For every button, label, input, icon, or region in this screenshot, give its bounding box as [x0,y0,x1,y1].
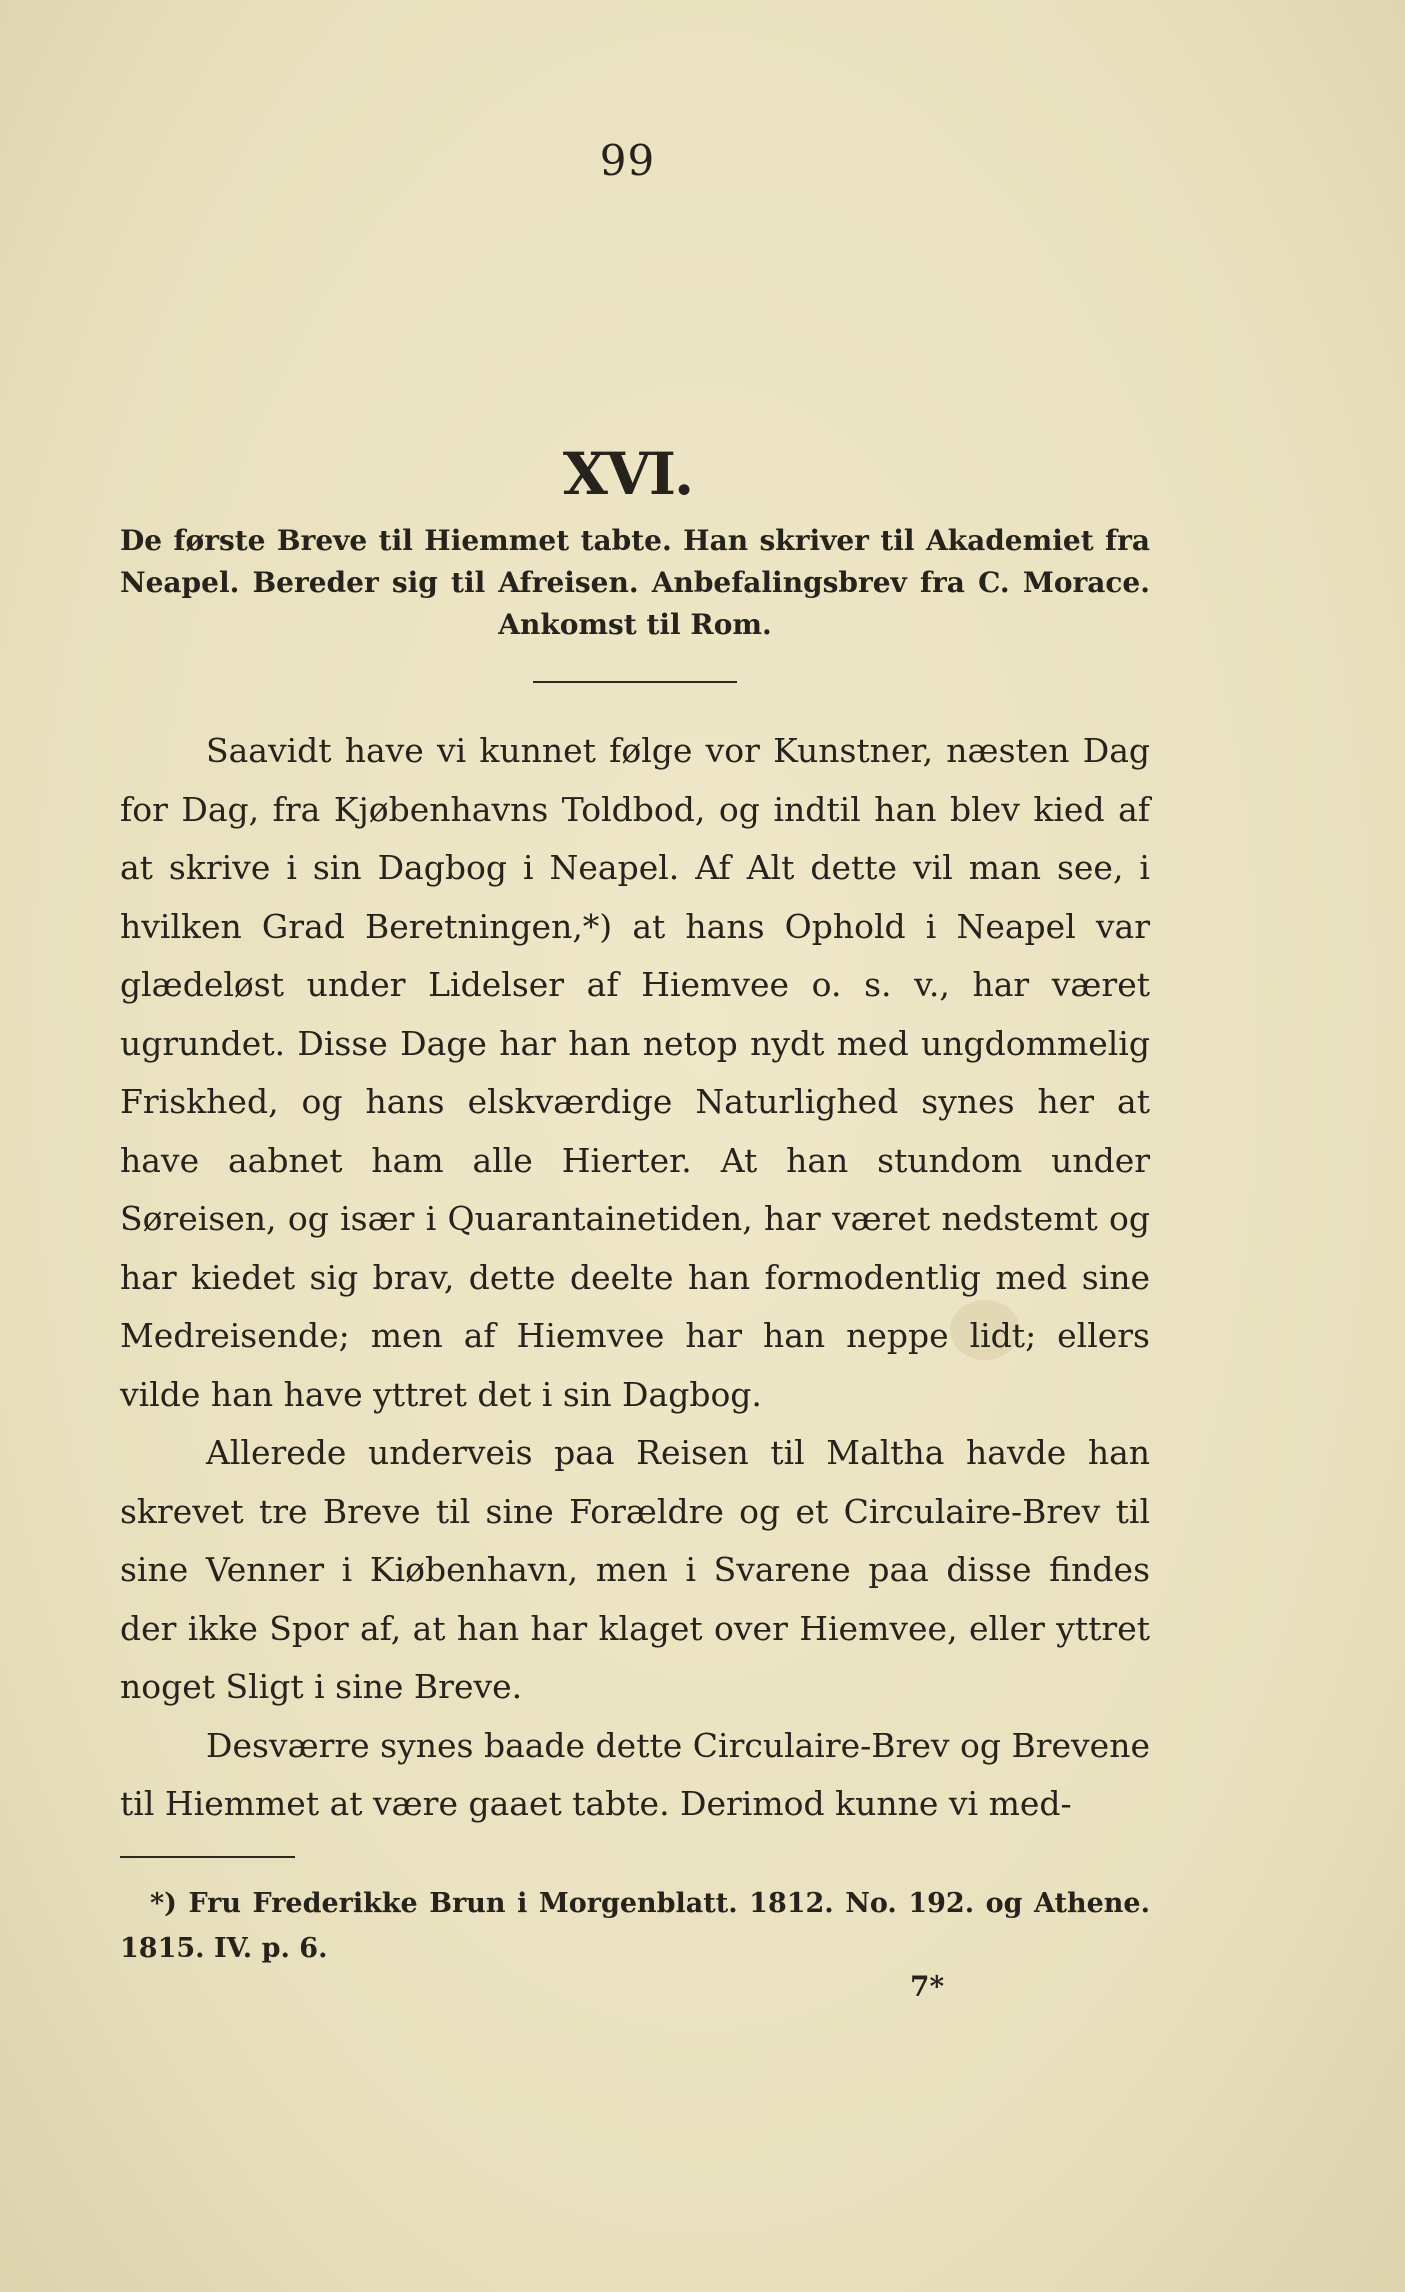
chapter-summary: De første Breve til Hiemmet tabte. Han skriver til Akademiet fra Neapel. Bereder sig til Afreisen. Anbefalingsbrev fra C. Morace. Ankomst til Rom. [120,524,1150,641]
paragraph: Desværre synes baade dette Circulaire-Brev og Brevene til Hiemmet at være gaaet tabte. Derimod kunne vi med- [120,1725,1150,1823]
paragraph: Allerede underveis paa Reisen til Maltha havde han skrevet tre Breve til sine Forældre og et Circulaire-Brev til sine Venner i Kiøbenhavn, men i Svarene paa disse findes der ikke Spor af, at han har klaget over Hiemvee, eller yttret noget Sligt i sine Breve. [120,1433,1150,1706]
footnote-text: Fru Frederikke Brun i Morgenblatt. 1812. No. 192. og Athene. 1815. IV. p. 6. [120,1888,1151,1964]
signature-mark: 7* [910,1970,945,2003]
paragraph: Saavidt have vi kunnet følge vor Kunstner, næsten Dag for Dag, fra Kjøbenhavns Toldbod, og indtil han blev kied af at skrive i sin Dagbog i Neapel. Af Alt dette vil man see, i hvilken Grad Beretningen,*) at hans Ophold i Neapel var glædeløst under Lidelser af Hiemvee o. s. v., har været ugrundet. Disse Dage har han netop nydt med ungdommelig Friskhed, og hans elskværdige Naturlighed synes her at have aabnet ham alle Hierter. At han stundom under Søreisen, og især i Quarantainetiden, har været nedstemt og har kiedet sig brav, dette deelte han formodentlig med sine Medreisende; men af Hiemvee har han neppe lidt; ellers vilde han have yttret det i sin Dagbog. [120,731,1150,1414]
footnote-mark: *) [150,1888,177,1919]
body-text [120,722,1150,1834]
page-number: 99 [599,136,656,185]
footnote [120,1881,1150,1971]
footnote-divider [120,1856,295,1858]
section-divider [533,681,737,683]
chapter-heading: XVI. [562,440,693,508]
